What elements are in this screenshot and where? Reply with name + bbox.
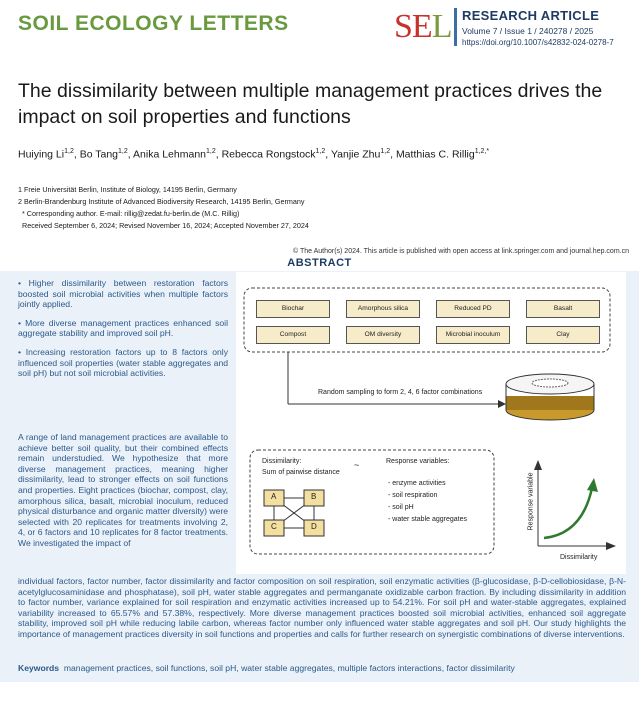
response-curve-arrow [587, 478, 598, 492]
keywords-list: management practices, soil functions, soil pH, water stable aggregates, multiple factors interactions, factor dissimilarity [63, 663, 515, 673]
author-affil: 1,2 [315, 148, 326, 155]
response-item: - soil respiration [388, 492, 438, 499]
node-label-c: C [271, 522, 277, 531]
factor-box: Clay [526, 326, 600, 344]
y-axis-label: Response variable [527, 472, 535, 531]
author-list: Huiying Li$^{1,2}$, Bo Tang$^{1,2}$, Anika Lehmann$^{1,2}$, Rebecca Rongstock$^{1,2}$, Yanjie Zhu$^{1,2}$, Matthias C. Rillig$^{1,2,*}$ [18, 148, 490, 161]
factor-box: OM diversity [346, 326, 420, 344]
author-name: Huiying Li [18, 148, 65, 161]
highlights [18, 278, 228, 387]
response-item: - water stable aggregates [388, 516, 467, 523]
response-curve [544, 488, 592, 538]
factor-box: Basalt [526, 300, 600, 318]
paper-title: The dissimilarity between multiple management practices drives the impact on soil properties and functions [18, 80, 603, 128]
response-title: Response variables: [386, 458, 450, 465]
author-name: Rebecca Rongstock [221, 148, 316, 161]
response-item: - soil pH [388, 504, 414, 511]
factor-box: Amorphous silica [346, 300, 420, 318]
factor-box: Reduced PD [436, 300, 510, 318]
doi-link[interactable]: https://doi.org/10.1007/s42832-024-0278-7 [462, 38, 614, 47]
author-affil: 1,2,* [474, 148, 490, 155]
abstract-heading: ABSTRACT [287, 257, 352, 269]
article-dates: Received September 6, 2024; Revised November 16, 2024; Accepted November 27, 2024 [22, 221, 309, 230]
dissimilarity-definition: Sum of pairwise distance [262, 469, 340, 476]
dissimilarity-box-border [250, 450, 494, 554]
highlight-item: • Higher dissimilarity between restoration factors boosted soil microbial activities when multiple factors jointly applied. [18, 278, 228, 310]
logo-s: S [394, 8, 412, 45]
abstract-body-part1: A range of land management practices are available to achieve better soil quality, but their combined effects remain understudied. We hypothesize that more diverse management practices, meaning higher dissimilarity, lead to stronger effects on soil functions and properties. Eight practices (biochar, compost, clay, amorphous silica, basalt, microbial inoculum, reduced physical disturbance and organic matter diversity) were selected with 20 replicates for treatments involving 2, 4, or 6 factors and 10 replicates for 8 factor treatments. We investigated the impact of [18, 432, 228, 548]
x-axis-label: Dissimilarity [560, 554, 598, 561]
node-label-d: D [311, 522, 317, 531]
affiliation-1: 1 Freie Universität Berlin, Institute of Biology, 14195 Berlin, Germany [18, 185, 237, 194]
author-affil: 1,2 [380, 148, 391, 155]
y-axis-arrow [534, 460, 542, 470]
author-name: Yanjie Zhu [330, 148, 381, 161]
article-type: RESEARCH ARTICLE [462, 8, 600, 23]
copyright-notice: © The Author(s) 2024. This article is published with open access at link.springer.com and journal.hep.com.cn [292, 248, 629, 255]
abstract-body-part2: individual factors, factor number, factor dissimilarity and factor composition on soil respiration, soil enzymatic activities (β-glucosidase, β-D-cellobiosidase, β-N-acetylglucosaminidase and phosphatase), soil pH, water stable aggregates and permanganate oxidizable carbon fraction. By including dissimilarity in addition to factor number, variance explained for soil respiration and enzymatic activities increased up to 54.21%. For soil pH and water-stable aggregates, explained variability increased to 65.57% and 57.38%, respectively. More diverse management practices boosted soil microbial activities, enhanced soil aggregate stability, improved soil pH while reducing labile carbon, whereas factor number only influenced water stable aggregates and soil pH. Our study highlights the importance of management practices diversity in soil functions and properties and calls for further research on synergistic combinations of diverse interventions. [18, 576, 626, 639]
author-name: Anika Lehmann [133, 148, 206, 161]
keywords-line [18, 663, 626, 673]
author-name: Bo Tang [79, 148, 119, 161]
x-axis-arrow [606, 542, 616, 550]
author-affil: 1,2 [64, 148, 74, 155]
response-item: - enzyme activities [388, 480, 446, 487]
dissimilarity-label: Dissimilarity: [262, 458, 302, 465]
logo-divider [454, 8, 457, 46]
node-label-a: A [271, 492, 277, 501]
journal-logo [394, 8, 451, 46]
journal-name: SOIL ECOLOGY LETTERS [18, 12, 289, 35]
logo-l: L [431, 8, 452, 45]
author-affil: 1,2 [118, 148, 128, 155]
dish-lid-label [532, 379, 568, 387]
tilde-symbol: ~ [354, 460, 360, 470]
node-label-b: B [311, 492, 317, 501]
keywords-label: Keywords [18, 663, 60, 673]
factor-box: Microbial inoculum [436, 326, 510, 344]
graphical-abstract [236, 272, 626, 574]
sampling-arrow-head [498, 400, 506, 408]
factor-box: Compost [256, 326, 330, 344]
soil-layer [506, 396, 594, 410]
corresponding-author: * Corresponding author. E-mail: rillig@zedat.fu-berlin.de (M.C. Rillig) [22, 209, 240, 218]
affiliation-2: 2 Berlin-Brandenburg Institute of Advanced Biodiversity Research, 14195 Berlin, Germany [18, 197, 305, 206]
highlight-item: • Increasing restoration factors up to 8 factors only influenced soil properties (water stable aggregates and soil pH) but not soil microbial activities. [18, 346, 228, 379]
logo-e: E [411, 8, 432, 45]
author-affil: 1,2 [206, 148, 216, 155]
factor-box: Biochar [256, 300, 330, 318]
sampling-label: Random sampling to form 2, 4, 6 factor combinations [318, 389, 483, 396]
author-name: Matthias C. Rillig [395, 148, 475, 161]
volume-line: Volume 7 / Issue 1 / 240278 / 2025 [462, 26, 594, 36]
highlight-item: • More diverse management practices enhanced soil aggregate stability and improved soil pH. [18, 317, 228, 339]
